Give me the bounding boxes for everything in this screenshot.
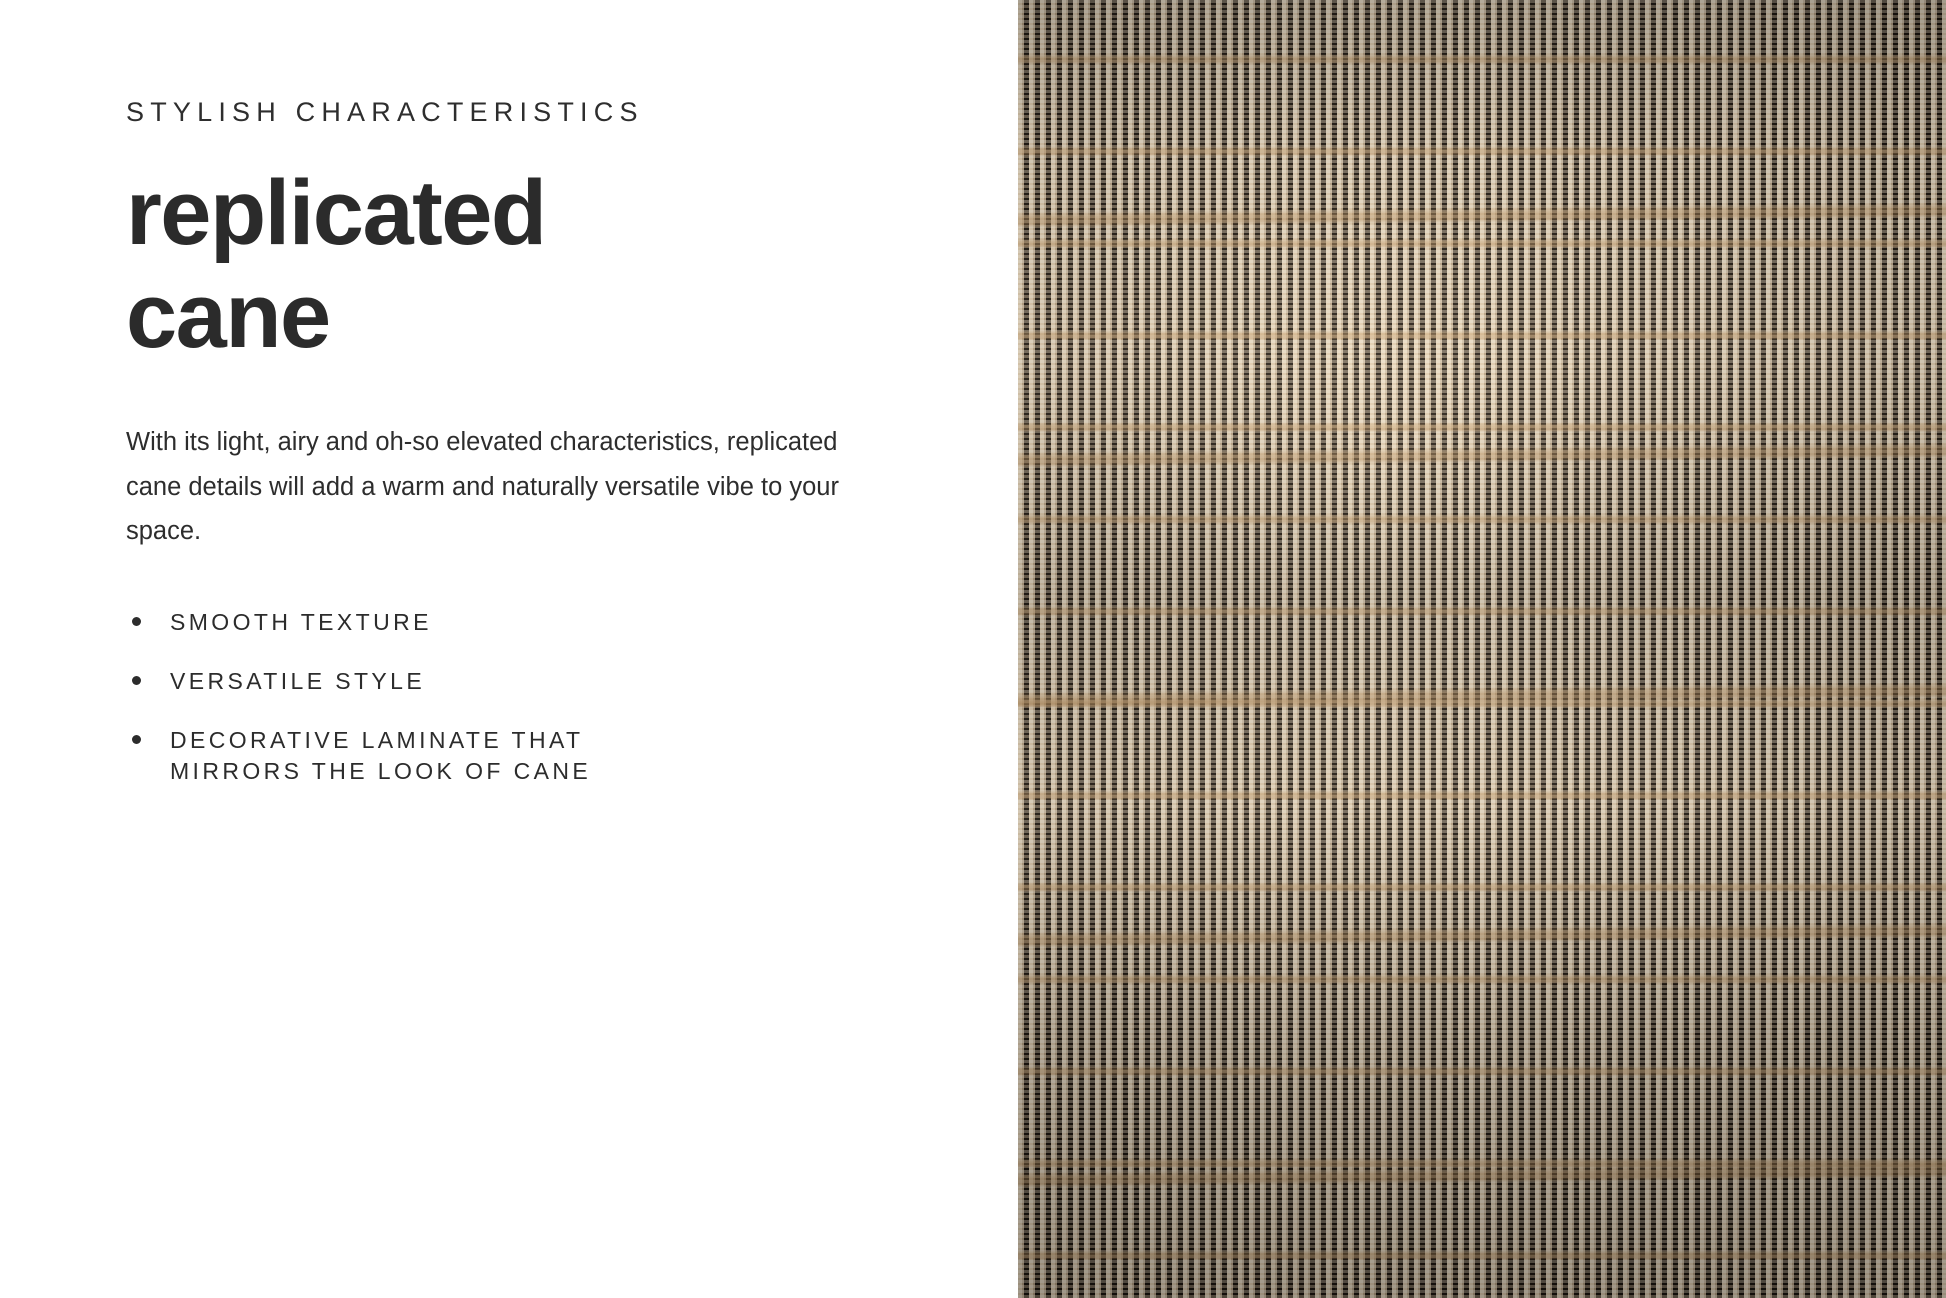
body-paragraph: With its light, airy and oh-so elevated characteristics, replicated cane details will add a warm and naturally versatile vibe to your space. xyxy=(126,428,839,545)
bullet-icon xyxy=(132,676,141,685)
list-item-label: SMOOTH TEXTURE xyxy=(170,608,432,635)
list-item xyxy=(126,725,916,787)
list-item-label: VERSATILE STYLE xyxy=(170,667,426,694)
list-item-label-line-1: DECORATIVE LAMINATE THAT xyxy=(170,726,584,753)
list-item xyxy=(126,666,916,697)
list-item-label-line-2: MIRRORS THE LOOK OF CANE xyxy=(170,757,592,784)
feature-list xyxy=(126,607,916,787)
page-title-line-1: replicated xyxy=(126,162,546,265)
page-title-line-2: cane xyxy=(126,265,330,368)
text-content-block xyxy=(126,96,916,787)
list-item-label xyxy=(170,725,916,787)
bullet-icon xyxy=(132,617,141,626)
list-item xyxy=(126,607,916,638)
cane-texture-image xyxy=(1018,0,1946,1298)
bullet-icon xyxy=(132,735,141,744)
weave-shading-layer xyxy=(1018,0,1946,1298)
eyebrow-label: STYLISH CHARACTERISTICS xyxy=(126,97,644,127)
page-title xyxy=(126,162,766,368)
